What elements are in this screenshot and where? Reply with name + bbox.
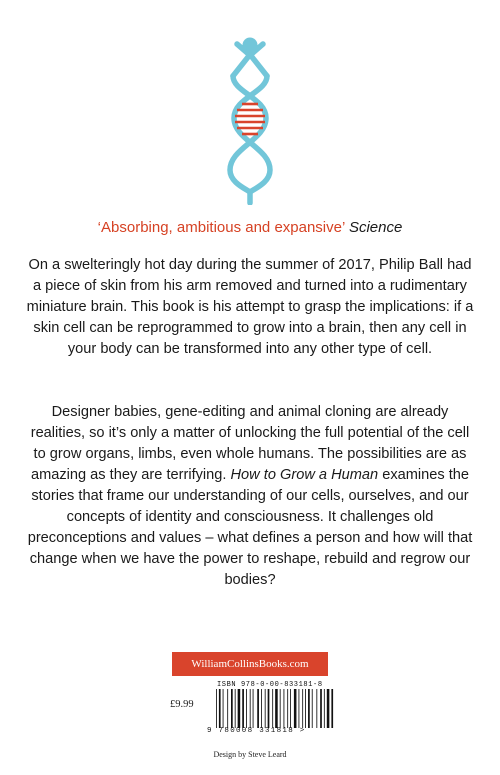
- quote-source: Science: [348, 219, 403, 236]
- isbn-label: ISBN 978-0-00-833181-8: [217, 681, 323, 689]
- barcode: [214, 689, 334, 728]
- price-label: £9.99: [170, 699, 194, 710]
- barcode-digits: 9 780008 331818 >: [207, 727, 306, 735]
- blurb-paragraph-2: [24, 402, 476, 591]
- review-quote: [0, 219, 500, 236]
- designer-credit: Design by Steve Leard: [213, 750, 287, 759]
- blurb-paragraph-1: On a swelteringly hot day during the summer of 2017, Philip Ball had a piece of skin from his arm removed and turned into a rudimentary miniature brain. This book is his attempt to grasp the implications: if a skin cell can be reprogrammed to grow into a brain, then any cell in your body can be transformed into any other type of cell.: [26, 257, 474, 357]
- book-title: How to Grow a Human: [230, 467, 379, 483]
- dna-helix-figure-icon: [200, 30, 300, 205]
- publisher-website-banner: WilliamCollinsBooks.com: [172, 652, 328, 676]
- blurb-paragraph-2-part2: examines the stories that frame our understanding of our cells, ourselves, and our concepts of identity and consciousness. It challenges old preconceptions and values – what defines a person and how will that change when we have the power to reshape, rebuild and regrow our bodies?: [27, 467, 473, 588]
- blurb-paragraph-2-part1: Designer babies, gene-editing and animal cloning are already realities, so it’s only a matter of unlocking the full potential of the cell to grow organs, limbs, even whole humans. The possibilities are as amazing as they are terrifying.: [30, 404, 470, 483]
- quote-text: ‘Absorbing, ambitious and expansive’: [97, 219, 345, 236]
